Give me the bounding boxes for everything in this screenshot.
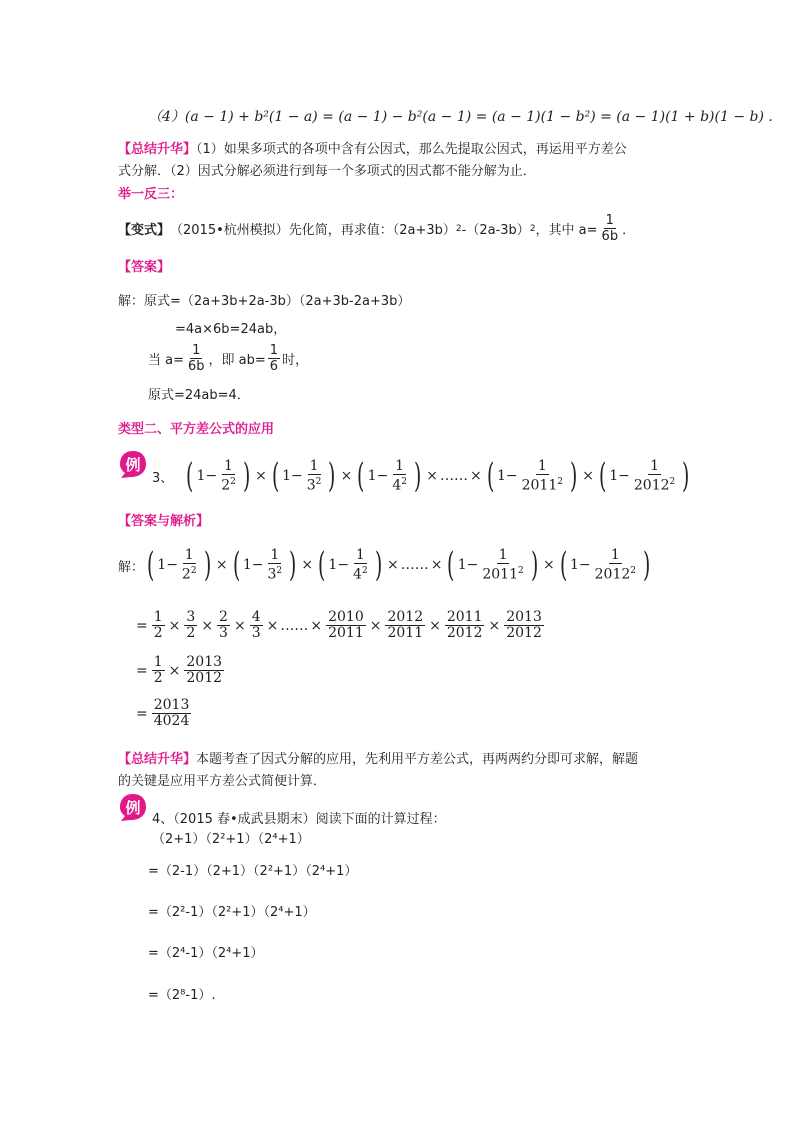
variant-text: （2015•杭州模拟）先化简，再求值：（2a+3b） — [170, 223, 456, 238]
fraction: $\frac{1}{2}$ — [153, 654, 163, 686]
calc-line-1: （2+1）（2²+1）（2⁴+1） — [152, 832, 310, 847]
solution-line-1: 解： ( 1− $\frac{1}{2^2}$ ) × ( 1− $\frac{1}{3^2}$ ) × ( 1− $\frac{1}{4^2}$ ) × …… × ( 1− $\frac{1}{2011^2}$ ) × ( 1− $\frac{1}{2012^2}$ ) — [118, 545, 651, 586]
variant-minus: -（2a-3b） — [461, 223, 530, 238]
practice-heading: 举一反三： — [118, 187, 184, 202]
answer-label: 【答案】 — [118, 260, 171, 275]
svg-text:例: 例 — [125, 456, 141, 474]
fraction: $\frac{1}{6b}$ — [601, 213, 619, 244]
calc-line-2: =（2-1）（2+1）（2²+1）（2⁴+1） — [148, 864, 358, 879]
answer-analysis-label: 【答案与解析】 — [118, 514, 210, 529]
example-badge-icon — [118, 449, 148, 479]
fraction: $\frac{1}{2}$ — [153, 609, 163, 641]
fraction: $\frac{2011}{2012}$ — [446, 609, 483, 641]
example-badge-icon — [118, 792, 148, 822]
example-3-expression: 3、 ( 1− $\frac{1}{2^2}$ ) × ( 1− $\frac{1}{3^2}$ ) × ( 1− $\frac{1}{4^2}$ ) × …… × ( 1− $\frac{1}{2011^2}$ ) × ( 1− $\frac{1}{2012^2}$ ) — [152, 456, 690, 497]
svg-text:例: 例 — [125, 799, 141, 817]
variant-label: 【变式】 — [118, 223, 171, 238]
exponent: 2 — [455, 223, 462, 234]
summary-label: 【总结升华】 — [118, 752, 197, 767]
fraction: $\frac{2012}{2011}$ — [387, 609, 424, 641]
summary-paragraph-2: 【总结升华】本题考查了因式分解的应用，先利用平方差公式，再两两约分即可求解，解题 — [118, 752, 639, 767]
example-4-intro: 4、（2015 春•成武县期末）阅读下面的计算过程： — [152, 812, 446, 827]
summary-label: 【总结升华】 — [118, 142, 197, 157]
calc-line-3: =（2²-1）（2²+1）（2⁴+1） — [148, 905, 316, 920]
summary-paragraph-2-cont: 的关键是应用平方差公式简便计算． — [118, 774, 327, 789]
fraction: $\frac{2013}{4024}$ — [153, 697, 190, 729]
exponent: 2 — [529, 223, 536, 234]
summary-text: （1）如果多项式的各项中含有公因式，那么先提取公因式，再运用平方差公 — [196, 142, 627, 157]
answer-line-3: 当 a= $\frac{1}{6b}$ ，即 ab= $\frac{1}{6}$ 时， — [148, 343, 309, 374]
answer-line-4: 原式=24ab=4． — [148, 388, 250, 403]
answer-line-1: 解：原式=（2a+3b+2a-3b）（2a+3b-2a+3b） — [118, 294, 411, 309]
fraction: $\frac{1}{6}$ — [269, 343, 279, 374]
fraction: $\frac{2013}{2012}$ — [186, 654, 223, 686]
fraction: $\frac{2013}{2012}$ — [506, 609, 542, 641]
answer-line-2: =4a×6b=24ab， — [175, 322, 287, 337]
fraction: $\frac{3}{2}$ — [186, 609, 196, 641]
solution-line-3: = $\frac{1}{2}$ × $\frac{2013}{2012}$ — [136, 654, 223, 686]
summary-paragraph-1 — [118, 140, 627, 160]
solution-line-2: = $\frac{1}{2}$ × $\frac{3}{2}$ × $\frac{2}{3}$ × $\frac{4}{3}$ × …… × $\frac{2010}{2011}$ × $\frac{2012}{2011}$ × $\frac{2011}{2012}$ × $\frac{2013}{2012}$ — [136, 609, 542, 641]
fraction: $\frac{2}{3}$ — [219, 609, 228, 641]
variant-problem: 【变式】 （2015•杭州模拟）先化简，再求值：（2a+3b） 2 -（2a-3b） 2 ，其中 a= $\frac{1}{6b}$ ． — [118, 213, 636, 244]
variant-tail: ，其中 a= — [535, 223, 598, 238]
equation-4: （4）(a − 1) + b²(1 − a) = (a − 1) − b²(a − 1) = (a − 1)(1 − b²) = (a − 1)(1 + b)(1 − b) . — [148, 109, 773, 125]
fraction: $\frac{1}{6b}$ — [188, 343, 205, 374]
solution-line-4: = $\frac{2013}{4024}$ — [136, 697, 190, 729]
fraction: $\frac{2010}{2011}$ — [328, 609, 364, 641]
fraction: $\frac{4}{3}$ — [251, 609, 261, 641]
summary-paragraph-1-cont: 式分解．（2）因式分解必须进行到每一个多项式的因式都不能分解为止． — [118, 164, 536, 179]
calc-line-5: =（2⁸-1）. — [148, 988, 216, 1003]
section-title: 类型二、平方差公式的应用 — [118, 422, 275, 437]
calc-line-4: =（2⁴-1）（2⁴+1） — [148, 946, 264, 961]
